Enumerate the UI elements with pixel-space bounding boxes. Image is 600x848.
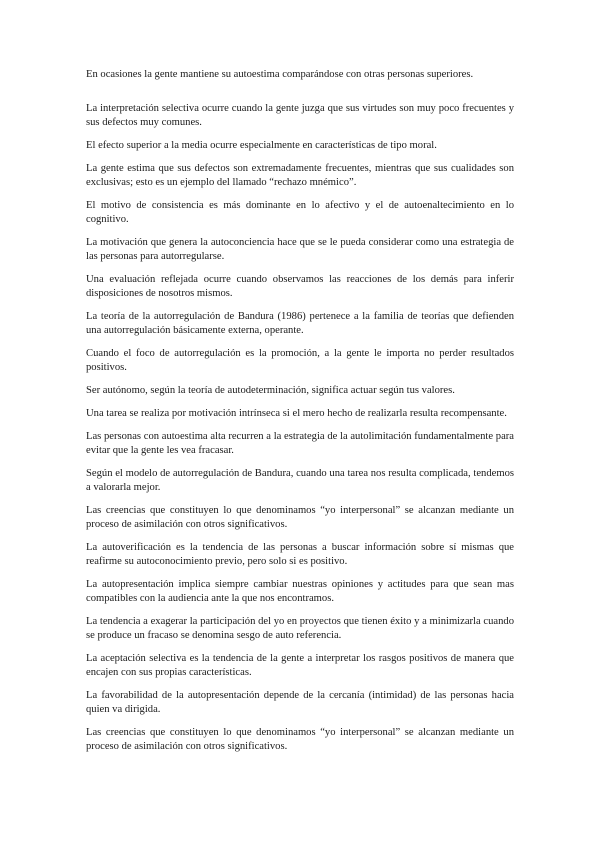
paragraph-4: La gente estima que sus defectos son extremadamente frecuentes, mientras que sus cualidades son exclusivas; esto es un ejemplo del llamado “rechazo mnémico”. <box>86 163 514 189</box>
paragraph-18: La aceptación selectiva es la tendencia de la gente a interpretar los rasgos positivos de manera que encajen con sus propias características. <box>86 652 514 678</box>
paragraph-9: Cuando el foco de autorregulación es la promoción, a la gente le importa no perder resultados positivos. <box>86 348 514 374</box>
paragraph-14: Las creencias que constituyen lo que denominamos “yo interpersonal” se alcanzan mediante un proceso de asimilación con otros significativos. <box>86 504 514 530</box>
paragraph-13: Según el modelo de autorregulación de Bandura, cuando una tarea nos resulta complicada, tendemos a valorarla mejor. <box>86 467 514 493</box>
paragraph-20: Las creencias que constituyen lo que denominamos “yo interpersonal” se alcanzan mediante un proceso de asimilación con otros significativos. <box>86 726 514 752</box>
paragraph-10: Ser autónomo, según la teoría de autodeterminación, significa actuar según tus valores. <box>86 385 455 396</box>
paragraph-6: La motivación que genera la autoconciencia hace que se le pueda considerar como una estrategia de las personas para autorregularse. <box>86 237 514 263</box>
paragraph-11: Una tarea se realiza por motivación intrínseca si el mero hecho de realizarla resulta recompensante. <box>86 407 507 419</box>
paragraph-19: La favorabilidad de la autopresentación depende de la cercanía (intimidad) de las personas hacia quien va dirigida. <box>86 689 514 715</box>
paragraph-12: Las personas con autoestima alta recurren a la estrategia de la autolimitación fundamentalmente para evitar que la gente les vea fracasar. <box>86 430 514 456</box>
paragraph-17: La tendencia a exagerar la participación del yo en proyectos que tienen éxito y a minimizarla cuando se produce un fracaso se denomina sesgo de auto referencia. <box>86 615 514 641</box>
paragraph-2: La interpretación selectiva ocurre cuando la gente juzga que sus virtudes son muy poco frecuentes y sus defectos muy comunes. <box>86 103 514 129</box>
paragraph-7: Una evaluación reflejada ocurre cuando observamos las reacciones de los demás para inferir disposiciones de nosotros mismos. <box>86 274 514 300</box>
paragraph-3: El efecto superior a la media ocurre especialmente en características de tipo moral. <box>86 140 437 152</box>
paragraph-1: En ocasiones la gente mantiene su autoestima comparándose con otras personas superiores. <box>86 69 474 80</box>
paragraph-15: La autoverificación es la tendencia de las personas a buscar información sobre sí mismas que reafirme su autoconocimiento previo, pero solo si es positivo. <box>86 541 514 567</box>
paragraph-8: La teoría de la autorregulación de Bandura (1986) pertenece a la familia de teorías que defienden una autorregulación básicamente externa, operante. <box>86 311 514 337</box>
paragraph-16: La autopresentación implica siempre cambiar nuestras opiniones y actitudes para que sean mas compatibles con la audiencia ante la que nos encontramos. <box>86 578 514 604</box>
paragraph-5: El motivo de consistencia es más dominante en lo afectivo y el de autoenaltecimiento en lo cognitivo. <box>86 200 514 226</box>
